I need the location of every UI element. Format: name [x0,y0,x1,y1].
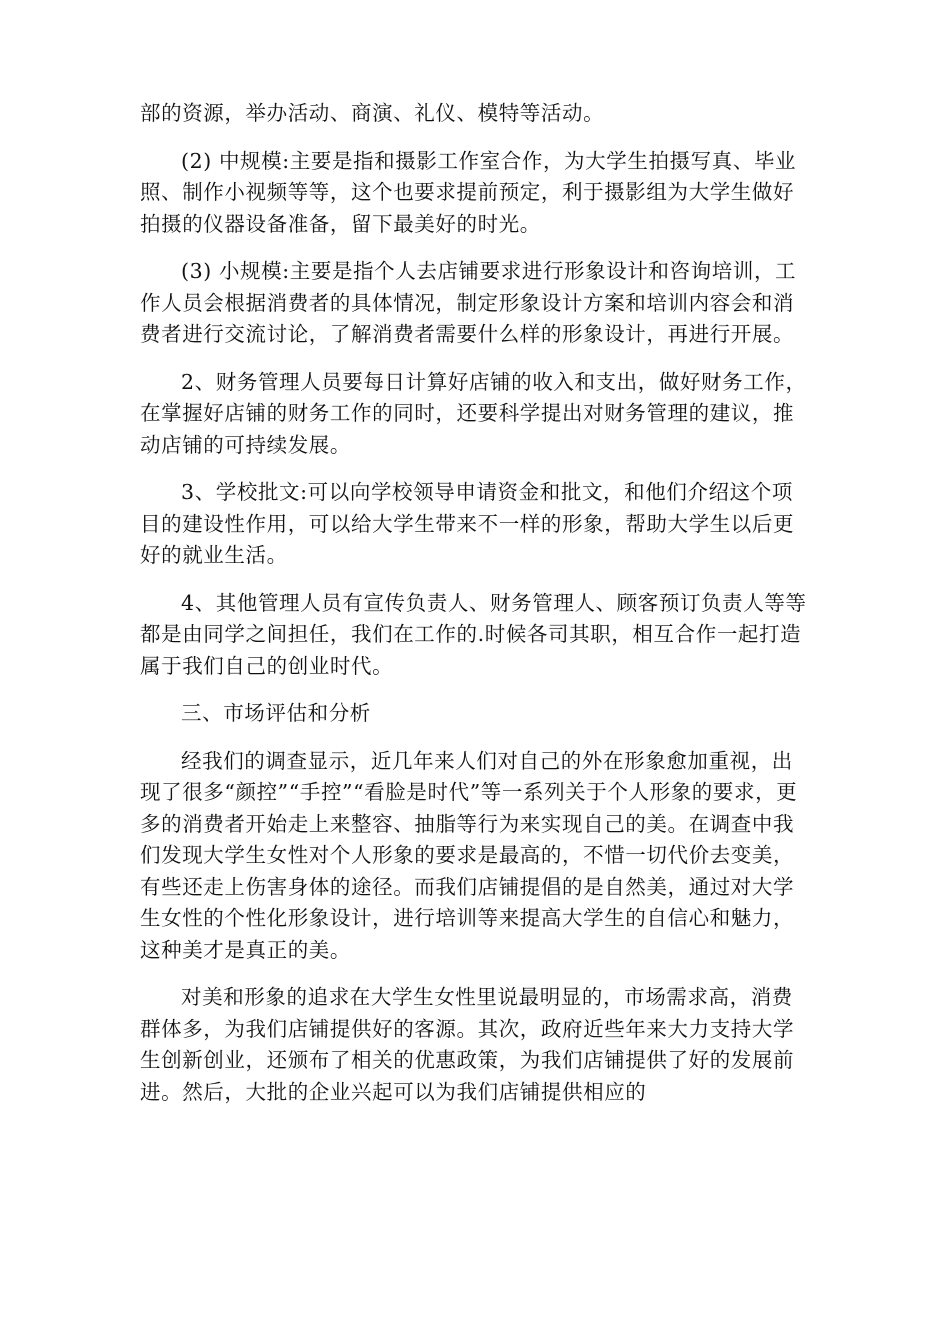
section-heading: 三、市场评估和分析 [181,701,371,725]
paragraph-7: 经我们的调查显示，近几年来人们对自己的外在形象愈加重视，出现了很多“颜控”“手控”“看脸是时代”等一系列关于个人形象的要求，更多的消费者开始走上来整容、抽脂等行为来实现自己的美。在调查中我们发现大学生女性对个人形象的要求是最高的，不惜一切代价去变美，有些还走上伤害身体的途径。而我们店铺提倡的是自然美，通过对大学生女性的个性化形象设计，进行培训等来提高大学生的自信心和魅力，这种美才是真正的美。 [140,748,798,962]
paragraph-1: 部的资源，举办活动、商演、礼仪、模特等活动。 [140,101,605,125]
paragraph-3: (3) 小规模:主要是指个人去店铺要求进行形象设计和咨询培训，工作人员会根据消费者的具体情况，制定形象设计方案和培训内容会和消费者进行交流讨论，了解消费者需要什么样的形象设计，再进行开展。 [140,259,797,346]
paragraph-8: 对美和形象的追求在大学生女性里说最明显的，市场需求高，消费群体多，为我们店铺提供好的客源。其次，政府近些年来大力支持大学生创新创业，还颁布了相关的优惠政策，为我们店铺提供了好的发展前进。然后，大批的企业兴起可以为我们店铺提供相应的 [140,985,795,1104]
paragraph-4: 2、财务管理人员要每日计算好店铺的收入和支出，做好财务工作，在掌握好店铺的财务工作的同时，还要科学提出对财务管理的建议，推动店铺的可持续发展。 [140,369,807,457]
paragraph-2: (2) 中规模:主要是指和摄影工作室合作，为大学生拍摄写真、毕业照、制作小视频等等，这个也要求提前预定，利于摄影组为大学生做好拍摄的仪器设备准备，留下最美好的时光。 [140,148,797,236]
paragraph-5: 3、学校批文:可以向学校领导申请资金和批文，和他们介绍这个项目的建设性作用，可以给大学生带来不一样的形象，帮助大学生以后更好的就业生活。 [140,480,795,567]
paragraph-6: 4、其他管理人员有宣传负责人、财务管理人、顾客预订负责人等等都是由同学之间担任，我们在工作的.时候各司其职，相互合作一起打造属于我们自己的创业时代。 [140,590,807,678]
